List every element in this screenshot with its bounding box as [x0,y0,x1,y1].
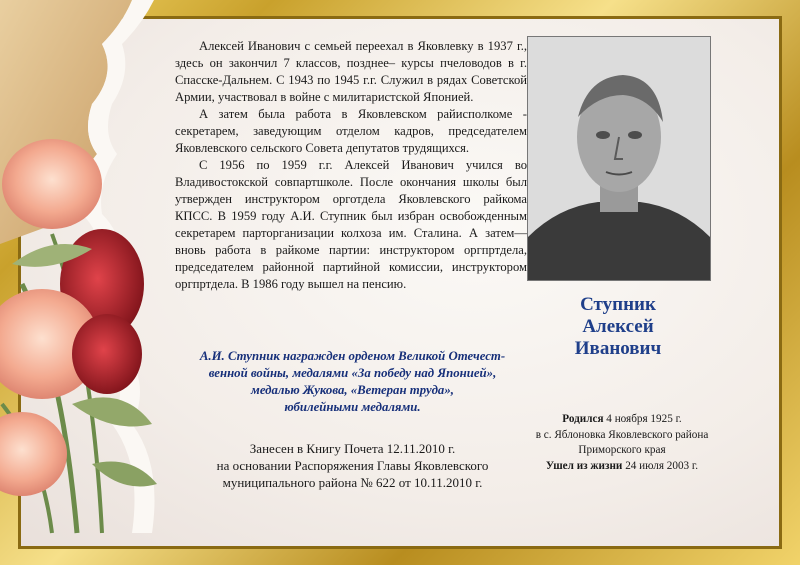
died-label: Ушел из жизни [545,459,623,472]
honor-book-text [160,440,545,491]
born-label: Родился [562,413,604,425]
portrait-photo-icon [528,37,710,280]
biography-text [175,38,527,293]
biography-paragraph-3: С 1956 по 1959 г.г. Алексей Иванович учился во Владивостокской совпартшколе. После окончания школы был утвержден инструктором орготдела Яковлевского райкома КПСС. В 1959 году А.И. Ступник был избран освобожденным секретарем парторганизации колхоза им. Сталина. А затем—вновь работа в райкоме партии: инструктором оргпртдела, председателем районной партийной комиссии, инструктором оргпртдела. В 1986 году вышел на пенсию. [175,158,527,291]
born-value: 4 ноября 1925 г. [606,413,682,425]
died-value: 24 июля 2003 г. [625,459,699,472]
honor-line-1: Занесен в Книгу Почета 12.11.2010 г. [249,441,456,456]
birthplace-line-1: в с. Яблоновка Яковлевского района [535,428,709,441]
award-line-2: венной войны, медалями «За победу над Японией», [208,366,497,380]
person-first-name: Алексей [582,316,654,337]
person-name [520,294,716,360]
person-surname: Ступник [580,294,656,315]
birthplace-line-2: Приморского края [578,444,666,456]
life-dates [510,412,734,474]
person-patronymic: Иванович [574,338,662,359]
portrait-photo [527,36,711,281]
award-line-4: юбилейными медалями. [284,400,421,414]
award-line-3: медалью Жукова, «Ветеран труда», [251,383,454,397]
honor-line-2: на основании Распоряжения Главы Яковлевского [216,458,489,473]
honor-line-3: муниципального района № 622 от 10.11.2010 г. [222,475,483,490]
biography-paragraph-2: А затем была работа в Яковлевском райисполкоме - секретарем, заведующим отделом кадров, председателем Яковлевского сельского Совета депутатов трудящихся. [175,107,527,155]
born-line [510,412,734,428]
died-line [510,459,734,475]
biography-paragraph-1: Алексей Иванович с семьей переехал в Яковлевку в 1937 г., здесь он закончил 7 классов, позднее– курсы пчеловодов в г. Спасске-Дальнем. С 1943 по 1945 г.г. Служил в рядах Советской Армии, участвовал в войне с милитаристской Японией. [175,39,527,104]
award-text [160,348,545,416]
award-line-1: А.И. Ступник награжден орденом Великой Отечест- [199,349,506,363]
